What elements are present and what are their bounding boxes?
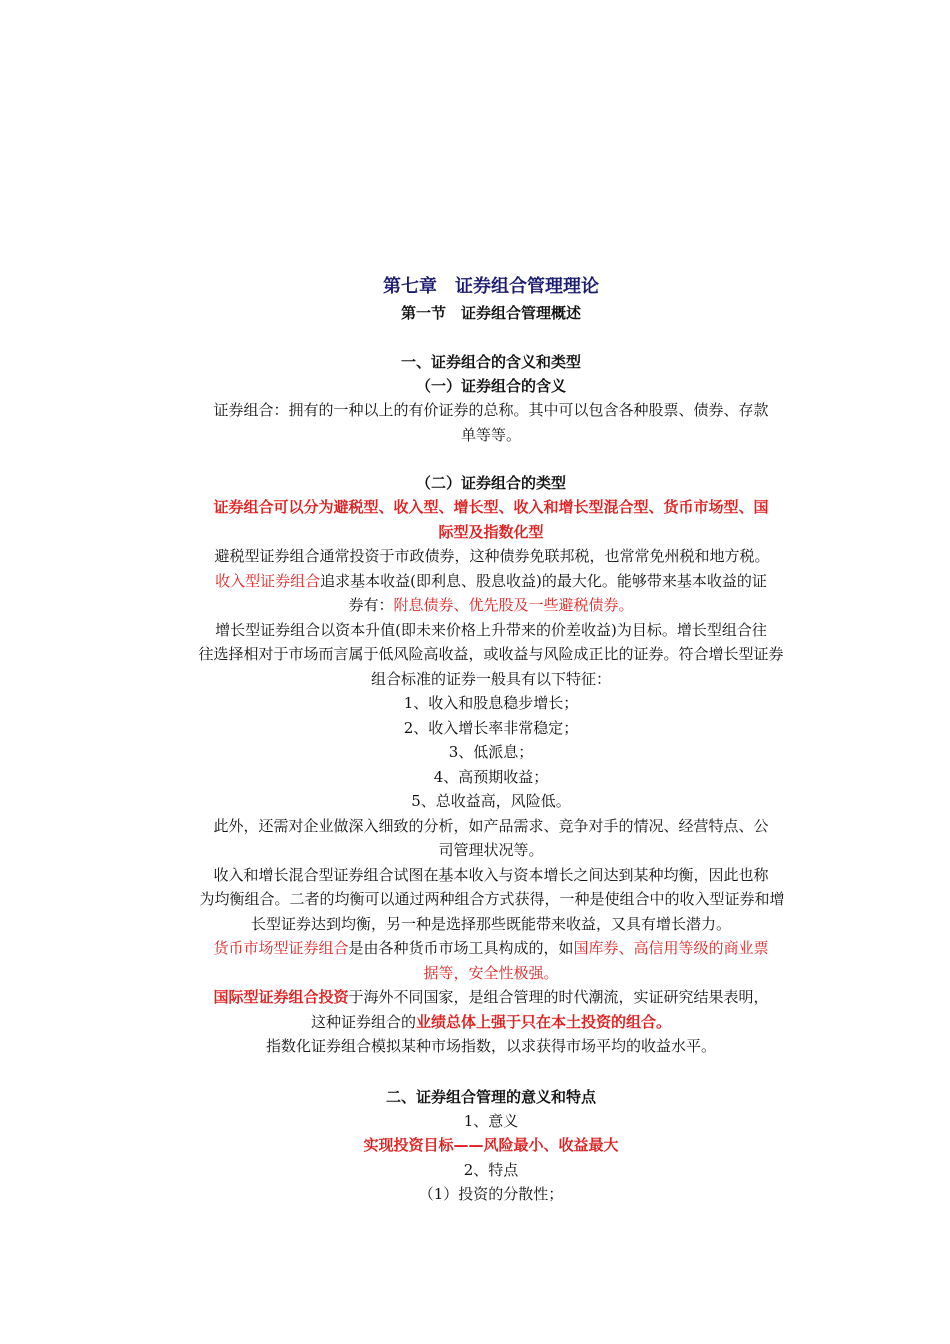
section-title: 第一节 证券组合管理概述 <box>400 304 581 322</box>
international-paragraph <box>178 985 804 1034</box>
growth-line-3: 组合标准的证券一般具有以下特征： <box>370 669 611 688</box>
taxfree-paragraph: 避税型证券组合通常投资于市政债券，这种债券免联邦税，也常常免州税和地方税。 <box>214 547 770 565</box>
intl-conclusion: 业绩总体上强于只在本土投资的组合。 <box>416 1012 672 1031</box>
mixed-line-2: 为均衡组合。二者的均衡可以通过两种组合方式获得，一种是使组合中的收入型证券和增 <box>199 890 785 908</box>
income-line-2 <box>178 593 804 618</box>
money-text: 是由各种货币市场工具构成的，如 <box>348 939 574 957</box>
growth-paragraph <box>178 618 804 692</box>
money-examples: 国库券、高信用等级的商业票 <box>573 939 769 957</box>
income-line-1 <box>178 569 804 594</box>
income-text-2: 券有： <box>348 596 394 614</box>
income-paragraph <box>178 569 804 618</box>
types-line-1: 证券组合可以分为避税型、收入型、增长型、收入和增长型混合型、货币市场型、国 <box>213 498 769 516</box>
analysis-line-1: 此外，还需对企业做深入细致的分析，如产品需求、竞争对手的情况、经营特点、公 <box>213 816 769 835</box>
income-text-1: 追求基本收益(即利息、股息收益)的最大化。能够带来基本收益的证 <box>320 571 767 590</box>
feature-item: （1）投资的分散性； <box>418 1185 564 1203</box>
growth-features-list <box>178 691 804 814</box>
intl-line-2 <box>178 1010 804 1035</box>
definition-paragraph <box>178 398 804 447</box>
document-body <box>178 272 804 1207</box>
mixed-line-1: 收入和增长混合型证券组合试图在基本收入与资本增长之间达到某种均衡，因此也称 <box>213 865 769 884</box>
money-line-1 <box>178 936 804 961</box>
subheading-meaning: （一）证券组合的含义 <box>415 377 566 395</box>
types-summary <box>178 495 804 544</box>
spacer <box>178 447 804 471</box>
list-item: 4、高预期收益； <box>433 767 549 786</box>
spacer <box>178 1059 804 1085</box>
features-label: 2、特点 <box>463 1160 519 1179</box>
definition-line-1: 证券组合：拥有的一种以上的有价证券的总称。其中可以包含各种股票、债券、存款 <box>213 401 769 419</box>
meaning-statement: 实现投资目标——风险最小、收益最大 <box>363 1136 619 1154</box>
growth-line-2: 往选择相对于市场而言属于低风险高收益，或收益与风险成正比的证券。符合增长型证券 <box>198 645 784 663</box>
intl-line-1 <box>178 985 804 1010</box>
list-item: 2、收入增长率非常稳定； <box>403 718 579 737</box>
analysis-paragraph <box>178 814 804 863</box>
money-line-2: 据等，安全性极强。 <box>423 963 559 982</box>
analysis-line-2: 司管理状况等。 <box>438 841 544 859</box>
meaning-label: 1、意义 <box>463 1111 519 1130</box>
chapter-title: 第七章 证券组合管理理论 <box>383 276 599 297</box>
heading-significance: 二、证券组合管理的意义和特点 <box>385 1087 596 1106</box>
heading-types: 一、证券组合的含义和类型 <box>400 353 581 371</box>
intl-text-2: 这种证券组合的 <box>310 1012 416 1031</box>
mixed-line-3: 长型证券达到均衡，另一种是选择那些既能带来收益，又具有增长潜力。 <box>250 914 731 933</box>
types-line-2: 际型及指数化型 <box>438 522 544 541</box>
definition-line-2: 单等等。 <box>460 425 521 444</box>
money-term: 货币市场型证券组合 <box>213 939 349 957</box>
index-paragraph: 指数化证券组合模拟某种市场指数，以求获得市场平均的收益水平。 <box>265 1037 716 1055</box>
intl-text-1: 于海外不同国家，是组合管理的时代潮流，实证研究结果表明， <box>348 988 769 1006</box>
money-market-paragraph <box>178 936 804 985</box>
income-examples: 附息债券、优先股及一些避税债券。 <box>393 596 634 614</box>
list-item: 5、总收益高，风险低。 <box>411 792 571 810</box>
intl-term: 国际型证券组合投资 <box>213 988 349 1006</box>
subheading-types: （二）证券组合的类型 <box>415 474 566 492</box>
list-item: 3、低派息； <box>448 743 534 761</box>
mixed-paragraph <box>178 863 804 937</box>
spacer <box>178 324 804 350</box>
income-term: 收入型证券组合 <box>215 571 321 590</box>
list-item: 1、收入和股息稳步增长； <box>403 694 579 712</box>
growth-line-1: 增长型证券组合以资本升值(即未来价格上升带来的价差收益)为目标。增长型组合往 <box>215 620 767 639</box>
